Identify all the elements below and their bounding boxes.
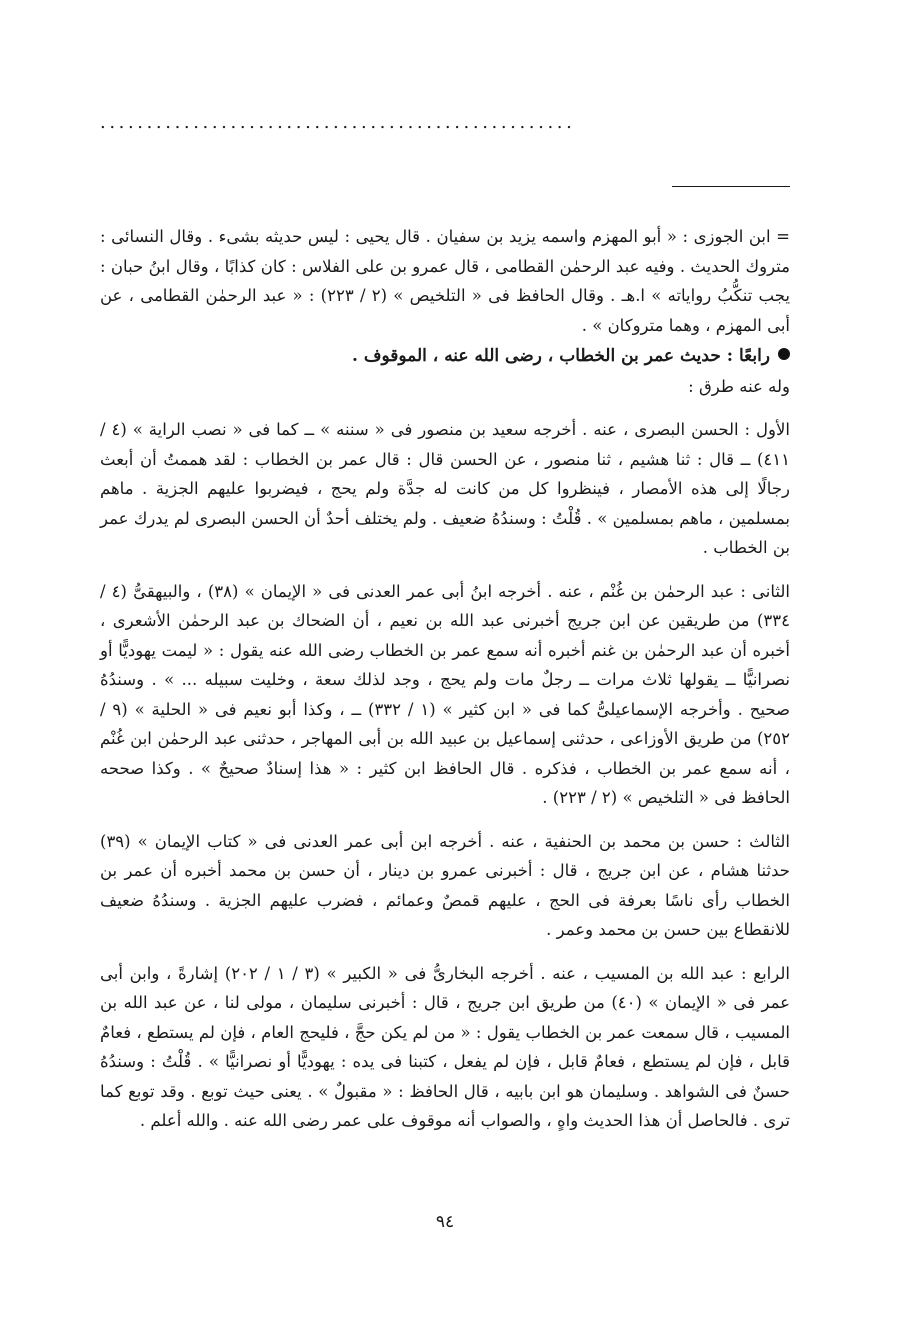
- section-heading: [100, 342, 790, 372]
- paragraph-second-chain: الثانى : عبد الرحمٰن بن غُنْم ، عنه . أخرجه ابنُ أبى عمر العدنى فى « الإيمان » (٣٨) ، والبيهقىُّ (٤ / ٣٣٤) من طريقين عن ابن جريج أخبرنى عبد الله بن نعيم ، أن الضحاك بن عبد الرحمٰن الأشعرى ، أخبره أن عبد الرحمٰن بن غنم أخبره أنه سمع عمر بن الخطاب رضى الله عنه يقول : « ليمت يهوديًّا أو نصرانيًّا ــ يقولها ثلاث مرات ــ رجلٌ مات ولم يحج ، وجد لذلك سعة ، وخليت سبيله ... » . وسندُهُ صحيح . وأخرجه الإسماعيلىُّ كما فى « ابن كثير » (١ / ٣٣٢) ــ ، وكذا أبو نعيم فى « الحلية » (٩ / ٢٥٢) من طريق الأوزاعى ، حدثنى إسماعيل بن عبيد الله بن أبى المهاجر ، حدثنى عبد الرحمٰن ابن غُنْم ، أنه سمع عمر بن الخطاب ، فذكره . قال الحافظ ابن كثير : « هذا إسنادٌ صحيحٌ » . وكذا صححه الحافظ فى « التلخيص » (٢ / ٢٢٣) .: [100, 581, 790, 807]
- header-dotted-line: ...................................................: [100, 113, 576, 133]
- section-heading-text: رابعًا : حديث عمر بن الخطاب ، رضى الله عنه ، الموقوف .: [351, 346, 770, 366]
- paragraph-first-chain: الأول : الحسن البصرى ، عنه . أخرجه سعيد بن منصور فى « سننه » ــ كما فى « نصب الراية » (٤ / ٤١١) ــ قال : ثنا هشيم ، ثنا منصور ، عن الحسن قال : قال عمر بن الخطاب : لقد هممتُ أن أبعث رجالًا إلى هذه الأمصار ، فينظروا كل من كانت له جدَّة ولم يحج ، فيضربوا عليهم الجزية . ماهم بمسلمين ، ماهم بمسلمين » . قُلْتُ : وسندُهُ ضعيف . ولم يختلف أحدٌ أن الحسن البصرى لم يدرك عمر بن الخطاب .: [100, 420, 790, 557]
- footnote-continuation: = ابن الجوزى : « أبو المهزم واسمه يزيد بن سفيان . قال يحيى : ليس حديثه بشىء . وقال النسائى : متروك الحديث . وفيه عبد الرحمٰن القطامى ، قال عمرو بن على الفلاس : كان كذابًا ، وقال ابنُ حبان : يجب تنكُّبُ رواياته » ا.هـ . وقال الحافظ فى « التلخيص » (٢ / ٢٢٣) : « عبد الرحمٰن القطامى ، عن أبى المهزم ، وهما متروكان » .: [100, 227, 790, 335]
- paragraph-third-chain: الثالث : حسن بن محمد بن الحنفية ، عنه . أخرجه ابن أبى عمر العدنى فى « كتاب الإيمان » (٣٩) حدثنا هشام ، عن ابن جريج ، قال : أخبرنى عمرو بن دينار ، أن حسن بن محمد أخبره أن عمر بن الخطاب رأى ناسًا بعرفة فى الحج ، عليهم قمصٌ وعمائم ، فضرب عليهم الجزية . وسندُهُ ضعيف للانقطاع بين حسن بن محمد وعمر .: [100, 831, 790, 939]
- footnote-separator-rule: [672, 186, 790, 187]
- book-page: [100, 0, 790, 1335]
- bullet-icon: [778, 348, 790, 360]
- paragraph-fourth-chain: الرابع : عبد الله بن المسيب ، عنه . أخرجه البخارىُّ فى « الكبير » (٣ / ١ / ٢٠٢) إشارةً ، وابن أبى عمر فى « الإيمان » (٤٠) من طريق ابن جريج ، قال : أخبرنى سليمان ، مولى لنا ، عن عبد الله بن المسيب ، قال سمعت عمر بن الخطاب يقول : « من لم يكن حجَّ ، فليحج العام ، فإن لم يستطع ، فعامٌ قابل ، فإن لم يستطع ، فعامٌ قابل ، فإن لم يفعل ، كتبنا فى يده : يهوديًّا أو نصرانيًّا » . قُلْتُ : وسندُهُ حسنٌ فى الشواهد . وسليمان هو ابن بابيه ، قال الحافظ : « مقبولٌ » . يعنى حيث توبع . وقد توبع كما ترى . فالحاصل أن هذا الحديث واهٍ ، والصواب أنه موقوف على عمر رضى الله عنه . والله أعلم .: [100, 963, 790, 1130]
- section-intro: وله عنه طرق :: [688, 376, 790, 396]
- page-body: [100, 222, 790, 1136]
- page-number: ٩٤: [435, 1212, 455, 1232]
